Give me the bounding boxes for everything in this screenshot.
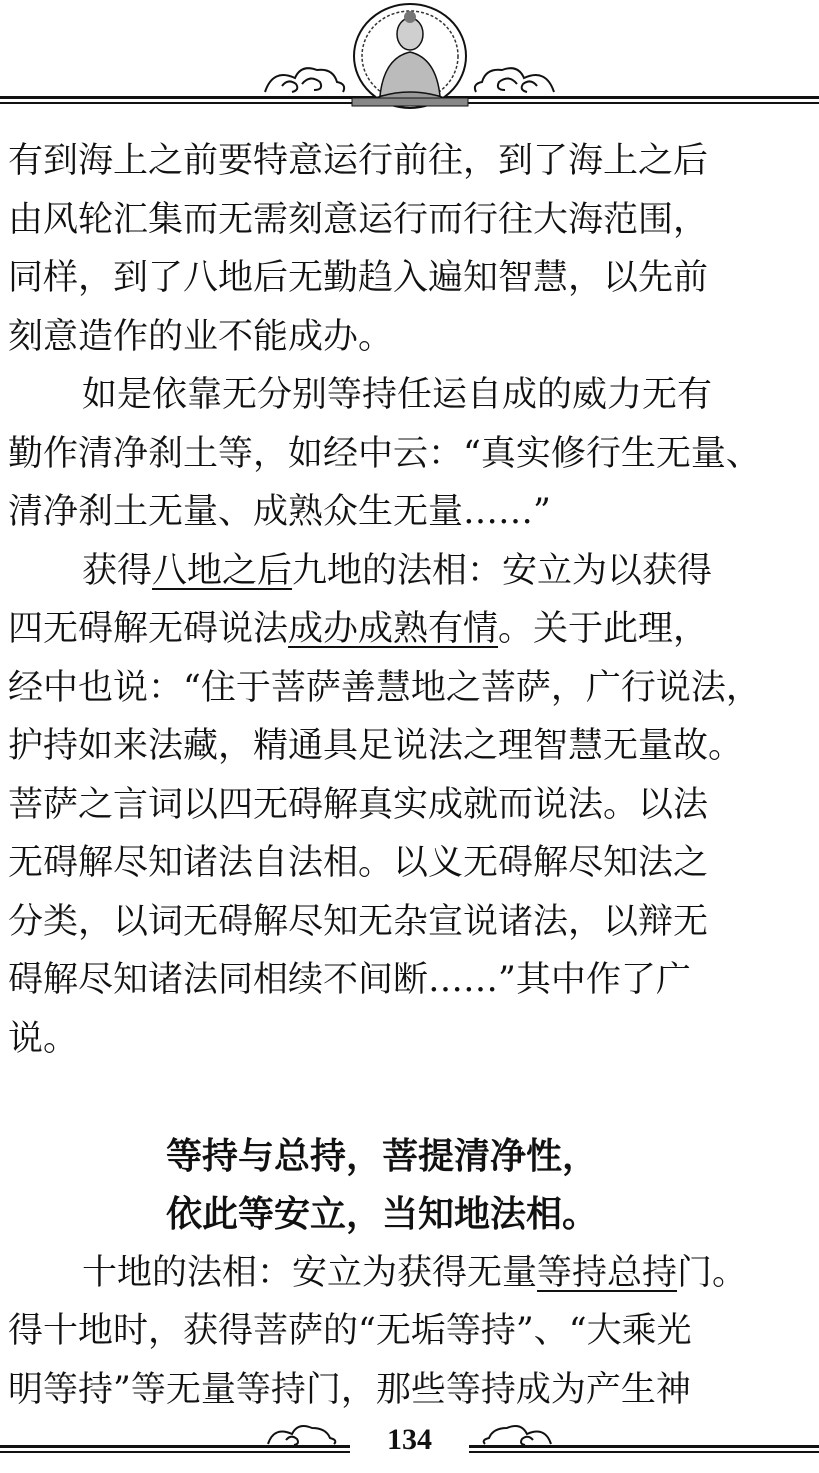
paragraph (8, 542, 808, 1069)
text-line: 碍解尽知诸法同相续不间断……”其中作了广 (8, 960, 691, 1000)
buddha-image-icon (352, 4, 468, 108)
paragraph (8, 366, 808, 542)
page-header (0, 0, 819, 115)
text-line: 同样，到了八地后无勤趋入遍知智慧，以先前 (8, 258, 709, 298)
text-span: 四无碍解无碍说法 (8, 609, 289, 649)
verse-line: 依此等安立，当知地法相。 (166, 1194, 599, 1234)
text-line: 有到海上之前要特意运行前往，到了海上之后 (8, 141, 709, 181)
text-span: 十地的法相：安立为获得无量 (82, 1252, 538, 1293)
text-line (8, 1244, 808, 1303)
text-line: 分类，以词无碍解尽知无杂宣说诸法，以辩无 (8, 901, 709, 942)
header-ornament (0, 0, 819, 115)
text-line: 护持如来法藏，精通具足说法之理智慧无量故。 (8, 726, 744, 766)
text-line: 无碍解尽知诸法自法相。以义无碍解尽知法之 (8, 843, 709, 883)
text-line: 得十地时，获得菩萨的“无垢等持”、“大乘光 (8, 1311, 692, 1351)
text-line: 经中也说：“住于菩萨善慧地之菩萨，广行说法， (8, 667, 761, 708)
text-span: 。关于此理， (498, 609, 709, 649)
verse-block (8, 1127, 808, 1244)
text-line: 说。 (8, 1018, 79, 1059)
spacer (8, 1068, 808, 1127)
page-number: 134 (387, 1423, 432, 1456)
text-line (8, 542, 808, 601)
text-span: 获得 (82, 550, 153, 591)
text-line (8, 600, 808, 659)
text-line: 由风轮汇集而无需刻意运行而行往大海范围， (8, 199, 709, 240)
page-body (8, 132, 808, 1419)
text-line: 如是依靠无分别等持任运自成的威力无有 (82, 375, 713, 415)
paragraph (8, 132, 808, 366)
verse-line: 等持与总持，菩提清净性， (166, 1135, 599, 1176)
text-line: 清净刹土无量、成熟众生无量……” (8, 492, 551, 532)
underlined-text: 八地之后 (152, 550, 293, 591)
text-line: 明等持”等无量等持门，那些等持成为产生神 (8, 1369, 691, 1410)
underlined-text: 等持总持 (537, 1252, 678, 1293)
text-line: 刻意造作的业不能成办。 (8, 316, 394, 357)
text-line: 菩萨之言词以四无碍解真实成就而说法。以法 (8, 784, 709, 825)
paragraph (8, 1244, 808, 1420)
text-span: 门。 (677, 1252, 748, 1293)
text-span: 九地的法相：安立为以获得 (292, 550, 713, 591)
underlined-text: 成办成熟有情 (288, 609, 499, 649)
text-line: 勤作清净刹土等，如经中云：“真实修行生无量、 (8, 433, 761, 474)
